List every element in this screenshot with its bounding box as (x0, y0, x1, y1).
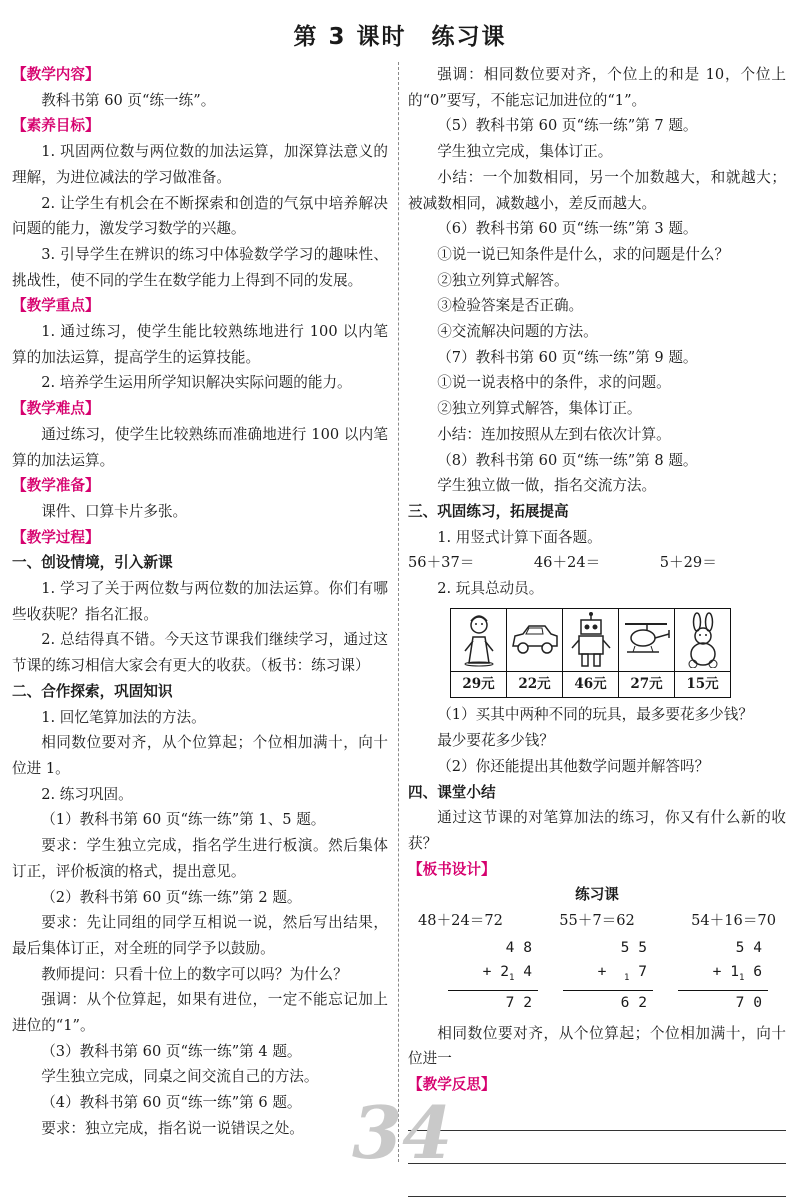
heading-goals: 【素养目标】 (12, 117, 100, 135)
heading-reflection: 【教学反思】 (408, 1076, 496, 1094)
doll-icon (457, 613, 501, 667)
goal-3: 3. 引导学生在辨识的练习中体验数学学习的趣味性、挑战性，使不同的学生在数学能力上得到不同的发展。 (12, 245, 388, 289)
page-title: 第 3 课时 练习课 (293, 24, 507, 50)
right-para: ④交流解决问题的方法。 (437, 323, 598, 341)
right-para: 学生独立完成，集体订正。 (437, 143, 613, 161)
reflection-line (408, 1163, 786, 1164)
toy-price: 29元 (451, 671, 507, 698)
toy-cell (675, 608, 731, 671)
section-1-para-2: 2. 总结得真不错。今天这节课我们继续学习，通过这节课的练习相信大家会有更大的收获。（板书：练习课） (12, 631, 388, 675)
right-para: （7）教科书第 60 页“练一练”第 9 题。 (437, 348, 698, 366)
goal-1: 1. 巩固两位数与两位数的加法运算，加深算法意义的理解，为进位减法的学习做准备。 (12, 143, 388, 186)
right-column (408, 62, 786, 1197)
heading-process: 【教学过程】 (12, 528, 100, 546)
section-3-para-2: 2. 玩具总动员。 (437, 580, 544, 598)
calc-exercise: 5＋29＝ (659, 554, 717, 572)
right-para: （6）教科书第 60 页“练一练”第 3 题。 (437, 220, 698, 238)
section-2-para: 2. 练习巩固。 (41, 785, 133, 803)
section-1-para-1: 1. 学习了关于两位数与两位数的加法运算。你们有哪些收获呢？指名汇报。 (12, 580, 388, 623)
section-2-para: （1）教科书第 60 页“练一练”第 1、5 题。 (41, 811, 326, 829)
right-para: 小结：连加按照从左到右依次计算。 (437, 425, 671, 443)
section-2-para: （3）教科书第 60 页“练一练”第 4 题。 (41, 1042, 302, 1060)
heading-preparation: 【教学准备】 (12, 477, 100, 495)
board-vertical-calcs (408, 936, 786, 1015)
right-para: 小结：一个加数相同，另一个加数越大，和就越大；被减数相同，减数越小，差反而越大。 (408, 168, 786, 212)
right-para: ①说一说已知条件是什么，求的问题是什么？ (437, 245, 730, 263)
vertical-calc-54-16: 5 4 + $1_1$ 6 7 0 (678, 936, 768, 1015)
helicopter-icon (621, 618, 673, 662)
heading-key-points: 【教学重点】 (12, 297, 100, 315)
section-3-title: 三、巩固练习，拓展提高 (408, 502, 569, 520)
toy-cell (507, 608, 563, 671)
toy-car-icon (509, 620, 561, 660)
toy-price: 46元 (563, 671, 619, 698)
toy-cell (619, 608, 675, 671)
goal-2: 2. 让学生有机会在不断探索和创造的气氛中培养解决问题的能力，激发学习数学的兴趣。 (12, 194, 388, 238)
toy-price: 15元 (675, 671, 731, 698)
question-1a: （1）买其中两种不同的玩具，最多要花多少钱？ (437, 706, 753, 724)
heading-board-design: 【板书设计】 (408, 860, 496, 878)
key-point-1: 1. 通过练习，使学生能比较熟练地进行 100 以内笔算的加法运算，提高学生的运算技能。 (12, 323, 388, 366)
right-para: （8）教科书第 60 页“练一练”第 8 题。 (437, 451, 698, 469)
page-number: 34 (352, 1090, 453, 1175)
preparation-text: 课件、口算卡片多张。 (41, 502, 188, 520)
right-para: 强调：相同数位要对齐，个位上的和是 10，个位上的“0”要写，不能忘记加进位的“1”。 (408, 66, 786, 109)
column-divider (398, 62, 399, 1162)
section-2-para: （2）教科书第 60 页“练一练”第 2 题。 (41, 888, 302, 906)
vertical-calc-55-7: 5 5 + $_1$ 7 6 2 (563, 936, 653, 1015)
right-para: 学生独立做一做，指名交流方法。 (437, 477, 657, 495)
robot-icon (569, 612, 613, 668)
question-2: （2）你还能提出其他数学问题并解答吗？ (437, 757, 710, 775)
section-2-para: 教师提问：只看十位上的数字可以吗？为什么？ (41, 965, 348, 983)
right-para: ①说一说表格中的条件，求的问题。 (437, 374, 671, 392)
right-para: ②独立列算式解答。 (437, 271, 569, 289)
section-2-para: 要求：学生独立完成，指名学生进行板演。然后集体订正，评价板演的格式，提出意见。 (12, 837, 388, 880)
section-4-title: 四、课堂小结 (408, 783, 496, 801)
right-para: ②独立列算式解答，集体订正。 (437, 400, 642, 418)
section-2-para: （4）教科书第 60 页“练一练”第 6 题。 (41, 1094, 302, 1112)
section-2-para: 学生独立完成，同桌之间交流自己的方法。 (41, 1068, 319, 1086)
toy-cell (451, 608, 507, 671)
section-4-para: 通过这节课的对笔算加法的练习，你又有什么新的收获？ (408, 809, 786, 852)
difficulty-text: 通过练习，使学生比较熟练而准确地进行 100 以内笔算的加法运算。 (12, 425, 388, 469)
board-note: 相同数位要对齐，从个位算起；个位相加满十，向十位进一 (408, 1024, 786, 1068)
plush-rabbit-icon (681, 612, 725, 668)
section-3-para-1: 1. 用竖式计算下面各题。 (437, 528, 602, 546)
section-2-para: 要求：独立完成，指名说一说错误之处。 (41, 1119, 304, 1137)
section-2-para: 1. 回忆笔算加法的方法。 (41, 708, 206, 726)
board-equation: 48＋24＝72 (418, 912, 503, 930)
section-2-title: 二、合作探索，巩固知识 (12, 682, 173, 700)
toy-price: 27元 (619, 671, 675, 698)
toy-price-table (450, 608, 731, 699)
right-para: （5）教科书第 60 页“练一练”第 7 题。 (437, 117, 698, 135)
left-column (12, 62, 388, 1142)
board-title: 练习课 (575, 886, 619, 904)
toy-cell (563, 608, 619, 671)
board-equation: 54＋16＝70 (691, 912, 776, 930)
board-equation: 55＋7＝62 (559, 912, 635, 930)
board-equations (408, 908, 786, 934)
calc-exercise: 46＋24＝ (533, 554, 601, 572)
vertical-calc-exercises (408, 550, 786, 576)
reflection-line (408, 1130, 786, 1131)
section-2-para: 强调：从个位算起，如果有进位，一定不能忘记加上进位的“1”。 (12, 991, 388, 1035)
question-1b: 最少要花多少钱？ (437, 732, 554, 750)
calc-exercise: 56＋37＝ (408, 554, 475, 572)
section-2-para: 相同数位要对齐，从个位算起；个位相加满十，向十位进 1。 (12, 734, 388, 777)
right-para: ③检验答案是否正确。 (437, 297, 584, 315)
heading-difficulty: 【教学难点】 (12, 400, 100, 418)
teaching-content-text: 教科书第 60 页“练一练”。 (41, 91, 216, 109)
toy-price: 22元 (507, 671, 563, 698)
vertical-calc-48-24: 4 8 + $2_1$ 4 7 2 (448, 936, 538, 1015)
section-2-para: 要求：先让同组的同学互相说一说，然后写出结果，最后集体订正，对全班的同学予以鼓励。 (12, 914, 388, 957)
key-point-2: 2. 培养学生运用所学知识解决实际问题的能力。 (41, 374, 352, 392)
heading-teaching-content: 【教学内容】 (12, 66, 100, 83)
section-1-title: 一、创设情境，引入新课 (12, 554, 173, 572)
